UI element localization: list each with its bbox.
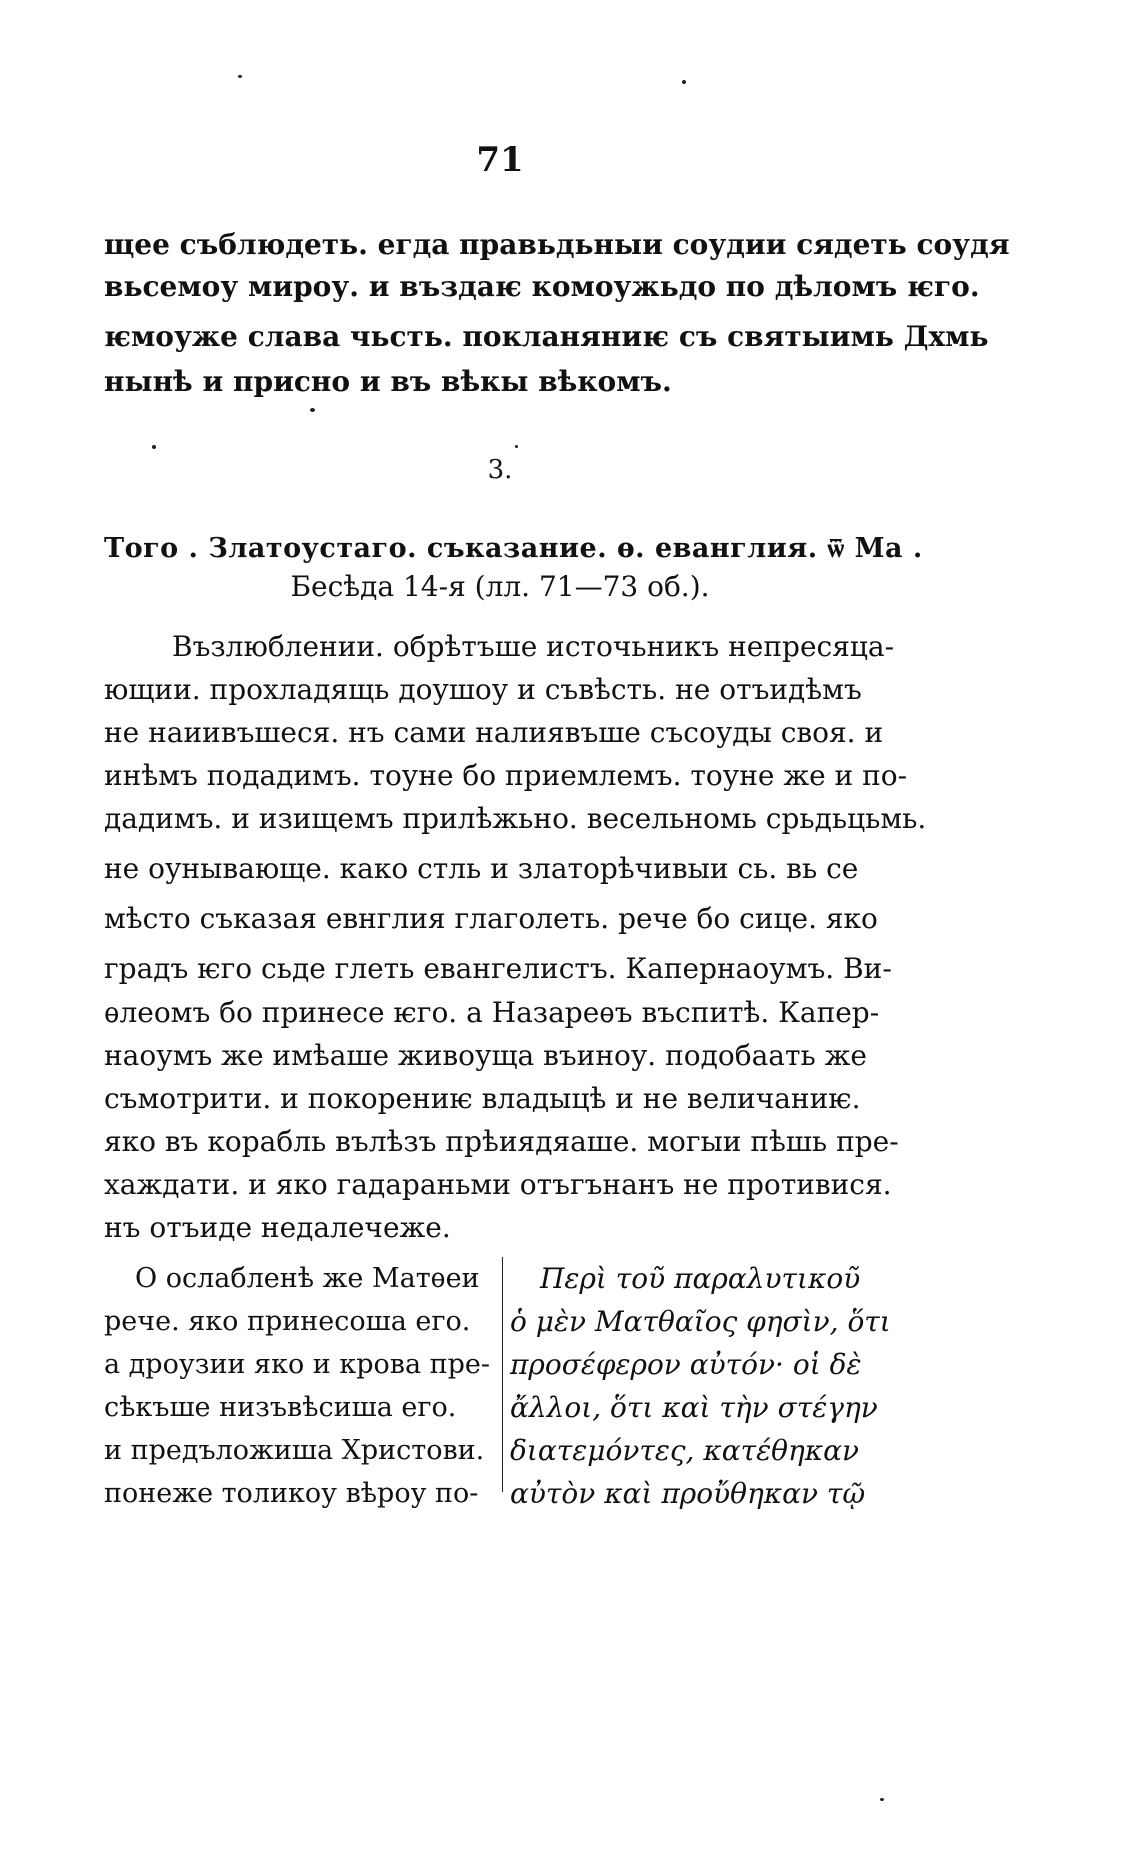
page-number: 71 (476, 140, 524, 180)
greek-line: προσέφερον αὐτόν· οἱ δὲ (510, 1348, 862, 1381)
text-line: нынѣ и присно и въ вѣкы вѣкомъ. (104, 365, 672, 398)
text-line: ѳлеомъ бо принесе ѥго. а Назареѳъ въспитѣ. Капер- (104, 996, 880, 1029)
scan-speck (152, 445, 156, 449)
text-line: а дроузии яко и крова пре- (104, 1349, 491, 1380)
greek-line: Περὶ τοῦ παραλυτικοῦ (540, 1262, 861, 1295)
text-line: инѣмъ подадимъ. тоуне бо приемлемъ. тоуне же и по- (104, 759, 908, 792)
text-line: яко въ корабль вълѣзъ прѣиядяаше. могыи пѣшь пре- (104, 1125, 899, 1158)
scan-speck (880, 1798, 884, 1801)
text-line: мѣсто съказая евнглия глаголеть. рече бо сице. яко (104, 902, 878, 935)
greek-line: ἄλλοι, ὅτι καὶ τὴν στέγην (510, 1391, 878, 1424)
text-line: съмотрити. и покорениѥ владыцѣ и не величаниѥ. (104, 1082, 861, 1115)
text-line: Възлюблении. обрѣтъше источьникъ непресяца- (172, 630, 895, 663)
scan-speck (682, 80, 686, 84)
greek-line: ὁ μὲν Ματθαῖος φησὶν, ὅτι (510, 1305, 891, 1338)
text-line: градъ ѥго сьде глеть евангелистъ. Капернаоумъ. Ви- (104, 952, 892, 985)
text-line: ющии. прохладящь доушоу и съвѣсть. не отъидѣмъ (104, 673, 862, 706)
text-line: и предъложиша Христови. (104, 1435, 485, 1466)
scan-speck (238, 75, 242, 78)
scan-speck (515, 445, 518, 448)
text-line: щее съблюдеть. егда правьдьныи соудии сядеть соудя (104, 228, 1010, 261)
greek-line: διατεμόντες, κατέθηκαν (510, 1434, 860, 1467)
text-line: вьсемоу мироу. и въздаѥ комоужьдо по дѣломъ ѥго. (104, 270, 980, 303)
text-line: сѣкъше низъвѣсиша его. (104, 1392, 457, 1423)
text-line: наоумъ же имѣаше живоуща въиноу. подобаать же (104, 1039, 867, 1072)
text-line: О ослабленѣ же Матѳеи (135, 1263, 480, 1294)
column-divider (502, 1257, 503, 1492)
text-line: нъ отъиде недалечеже. (104, 1211, 451, 1244)
text-line: не оунывающе. како стль и златорѣчивыи сь. вь се (104, 852, 859, 885)
section-number: 3. (487, 455, 513, 485)
text-line: не наиивъшеся. нъ сами налиявъше съсоуды своя. и (104, 716, 884, 749)
section-heading: Того . Златоустаго. съказание. ѳ. еванглия. ѿ Ма . (104, 533, 923, 564)
text-line: дадимъ. и изищемъ прилѣжьно. весельномь срьдьцьмь. (104, 802, 927, 835)
text-line: хаждати. и яко гадараньми отъгънанъ не противися. (104, 1168, 892, 1201)
text-line: понеже толикоу вѣроу по- (104, 1478, 479, 1509)
section-subheading: Бесѣда 14-я (лл. 71—73 об.). (290, 570, 710, 603)
text-line: рече. яко принесоша его. (104, 1306, 471, 1337)
scan-speck (310, 408, 315, 412)
text-line: ѥмоуже слава чьсть. покланяниѥ съ святыимь Дхмь (104, 320, 989, 353)
greek-line: αὐτὸν καὶ προὔθηκαν τῷ (510, 1477, 866, 1510)
